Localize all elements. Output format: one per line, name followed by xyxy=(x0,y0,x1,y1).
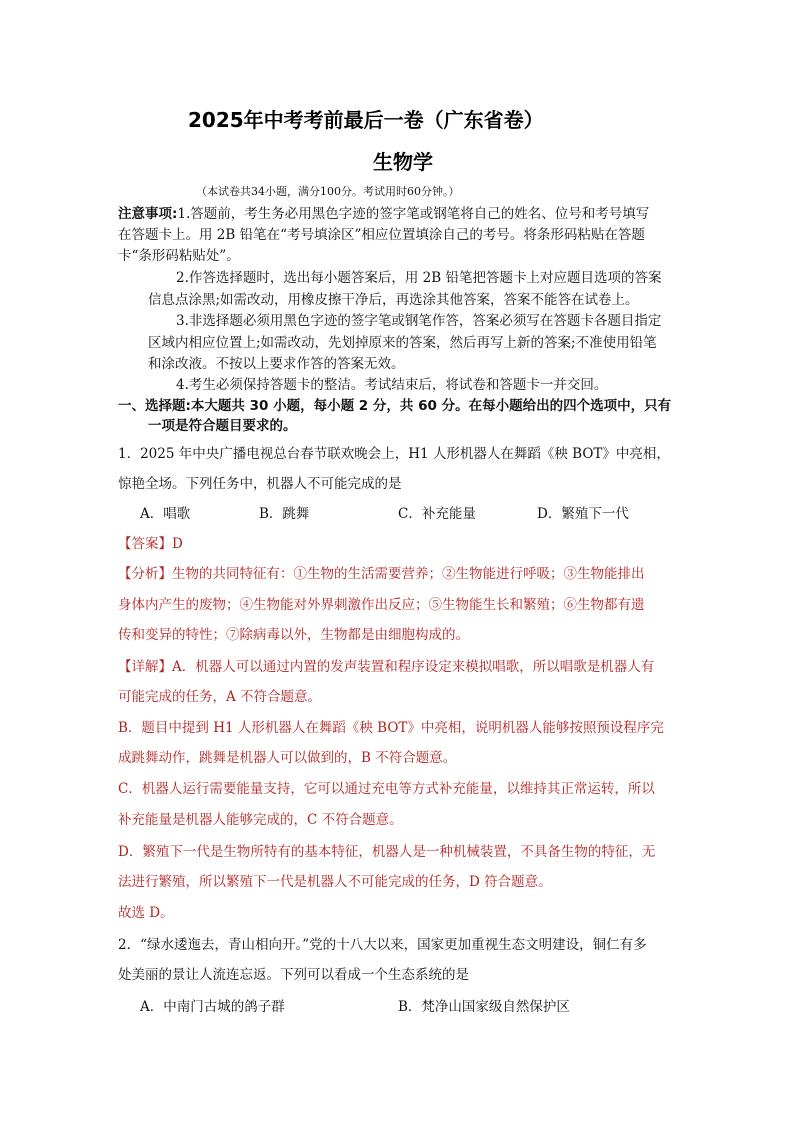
q1-analysis-line-3: 传和变异的特性；⑦除病毒以外，生物都是由细胞构成的。 xyxy=(118,627,469,643)
q2-option-a: A．中南门古城的鸽子群 xyxy=(140,999,285,1015)
analysis-text: 生物的共同特征有：①生物的生活需要营养；②生物能进行呼吸；③生物能排出 xyxy=(172,566,645,582)
section-1-heading-line-2: 一项是符合题目要求的。 xyxy=(148,418,297,434)
note-3-line-1: 3.非选择题必须用黑色字迹的签字笔或钢笔作答，答案必须写在答题卡各题目指定 xyxy=(176,313,662,329)
note-1-line-3: 卡“条形码粘贴处”。 xyxy=(118,248,240,264)
q2-option-b: B．梵净山国家级自然保护区 xyxy=(398,999,570,1015)
q1-analysis-line-2: 身体内产生的废物；④生物能对外界刺激作出反应；⑤生物能生长和繁殖；⑥生物都有遗 xyxy=(118,597,645,613)
analysis-tag: 【分析】 xyxy=(118,566,172,582)
q1-option-c: C．补充能量 xyxy=(398,506,476,522)
notes-line-1 xyxy=(118,202,649,222)
note-3-line-3: 和涂改液。不按以上要求作答的答案无效。 xyxy=(148,356,405,372)
note-2-line-1: 2.作答选择题时，选出每小题答案后，用 2B 铅笔把答题卡上对应题目选项的答案 xyxy=(176,270,662,286)
q1-detail-b-line-2: 成跳舞动作，跳舞是机器人可以做到的，B 不符合题意。 xyxy=(118,750,457,766)
note-2-line-2: 信息点涂黑;如需改动，用橡皮擦干净后，再选涂其他答案，答案不能答在试卷上。 xyxy=(148,292,639,308)
note-1-line-1: 1.答题前，考生务必用黑色字迹的签字笔或钢笔将自己的姓名、位号和考号填写 xyxy=(177,206,650,222)
q1-stem-line-1: 1．2025 年中央广播电视总台春节联欢晚会上，H1 人形机器人在舞蹈《秧 BOT》中亮相， xyxy=(118,446,670,462)
q1-detail-d-line-1: D．繁殖下一代是生物所特有的基本特征，机器人是一种机械装置，不具备生物的特征，无 xyxy=(118,844,656,860)
subject-title: 生物学 xyxy=(373,150,433,174)
exam-title: 2025年中考考前最后一卷（广东省卷） xyxy=(188,108,544,132)
notes-label: 注意事项: xyxy=(118,206,178,222)
note-1-line-2: 在答题卡上。用 2B 铅笔在“考号填涂区”相应位置填涂自己的考号。将条形码粘贴在答题 xyxy=(118,227,645,243)
q1-answer xyxy=(118,532,183,552)
detail-tag: 【详解】 xyxy=(118,659,172,675)
exam-info: （本试卷共34小题，满分100分。考试用时60分钟。） xyxy=(196,185,460,198)
q1-detail-a-line-2: 可能完成的任务，A 不符合题意。 xyxy=(118,689,322,705)
section-1-heading-line-1: 一、选择题:本大题共 30 小题，每小题 2 分，共 60 分。在每小题给出的四个选项中，只有 xyxy=(118,398,672,414)
q1-stem-line-2: 惊艳全场。下列任务中，机器人不可能完成的是 xyxy=(118,476,402,492)
q1-option-d: D．繁殖下一代 xyxy=(537,506,629,522)
q2-stem-line-1: 2．“绿水逶迤去，青山相向开。”党的十八大以来，国家更加重视生态文明建设，铜仁有多 xyxy=(118,937,647,953)
q1-analysis-line-1 xyxy=(118,562,645,582)
q1-detail-b-line-1: B．题目中提到 H1 人形机器人在舞蹈《秧 BOT》中亮相，说明机器人能够按照预设程序完 xyxy=(118,720,664,736)
q1-option-a: A．唱歌 xyxy=(140,506,191,522)
q1-detail-c-line-2: 补充能量是机器人能够完成的，C 不符合题意。 xyxy=(118,812,403,828)
answer-value: D xyxy=(172,536,183,552)
note-3-line-2: 区域内相应位置上;如需改动，先划掉原来的答案，然后再写上新的答案;不准使用铅笔 xyxy=(148,335,657,351)
q1-detail-d-line-2: 法进行繁殖，所以繁殖下一代是机器人不可能完成的任务，D 符合题意。 xyxy=(118,874,552,890)
q1-detail-a-line-1 xyxy=(118,655,654,675)
q2-stem-line-2: 处美丽的景让人流连忘返。下列可以看成一个生态系统的是 xyxy=(118,967,469,983)
answer-tag: 【答案】 xyxy=(118,536,172,552)
note-4-line-1: 4.考生必须保持答题卡的整洁。考试结束后，将试卷和答题卡一并交回。 xyxy=(176,377,608,393)
q1-option-b: B．跳舞 xyxy=(259,506,310,522)
q1-conclusion: 故选 D。 xyxy=(118,905,174,921)
detail-a-text: A．机器人可以通过内置的发声装置和程序设定来模拟唱歌，所以唱歌是机器人有 xyxy=(172,659,655,675)
q1-detail-c-line-1: C．机器人运行需要能量支持，它可以通过充电等方式补充能量，以维持其正常运转，所以 xyxy=(118,781,655,797)
